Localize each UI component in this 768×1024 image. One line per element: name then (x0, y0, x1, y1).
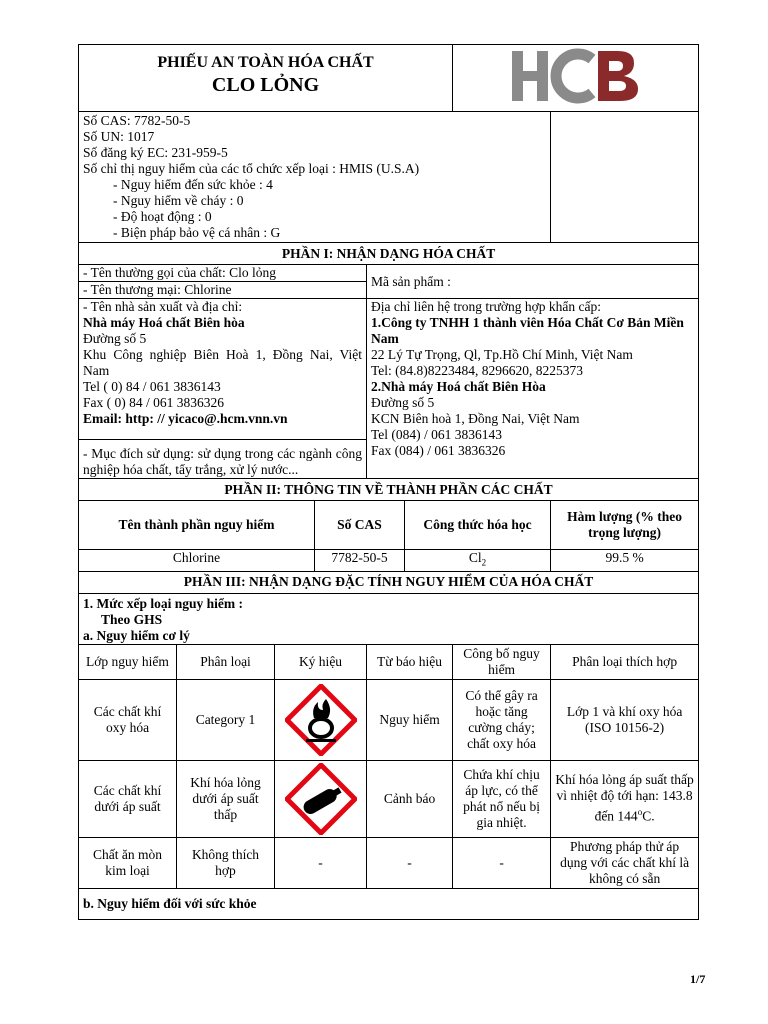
hazard-category: Không thích hợp (177, 837, 275, 888)
sds-page (78, 44, 698, 920)
component-content: 99.5 % (551, 550, 699, 572)
common-name: - Tên thường gọi của chất: Clo lỏng (79, 265, 367, 282)
manufacturer-name: Nhà máy Hoá chất Biên hòa (83, 315, 245, 330)
hazard-category: Category 1 (177, 679, 275, 760)
hazard-appropriate: Phương pháp thử áp dụng với các chất khí là không có sẵn (551, 837, 699, 888)
hmis-item: - Nguy hiểm về cháy : 0 (113, 193, 546, 209)
manufacturer-label: - Tên nhà sản xuất và địa chỉ: (83, 299, 243, 314)
col-header-formula: Công thức hóa học (405, 501, 551, 550)
part1-heading: PHẦN I: NHẬN DẠNG HÓA CHẤT (79, 243, 699, 265)
hazard-category: Khí hóa lỏng dưới áp suất thấp (177, 760, 275, 837)
hazard-col-statement: Công bố nguy hiểm (453, 644, 551, 679)
intended-use: - Mục đích sử dụng: sử dụng trong các ngành công nghiệp hóa chất, tẩy trắng, xử lý nước... (79, 440, 367, 479)
part3-heading: PHẦN III: NHẬN DẠNG ĐẶC TÍNH NGUY HIỂM CỦA HÓA CHẤT (79, 571, 699, 593)
hazard-class: Các chất khí oxy hóa (79, 679, 177, 760)
hmis-item: - Độ hoạt động : 0 (113, 209, 546, 225)
hazard-col-signal: Từ báo hiệu (367, 644, 453, 679)
emergency-company-1: 1.Công ty TNHH 1 thành viên Hóa Chất Cơ Bản Miền Nam (371, 315, 684, 346)
document-title: PHIẾU AN TOÀN HÓA CHẤT (157, 54, 374, 71)
hazard-signal: - (367, 837, 453, 888)
cas-number: Số CAS: 7782-50-5 (83, 113, 191, 128)
hazard-col-category: Phân loại (177, 644, 275, 679)
hazard-appropriate: Lớp 1 và khí oxy hóa (ISO 10156-2) (551, 679, 699, 760)
physical-hazards-label: a. Nguy hiểm cơ lý (83, 627, 190, 643)
component-formula (405, 550, 551, 572)
ghs-label: Theo GHS (101, 611, 163, 627)
hazard-class: Các chất khí dưới áp suất (79, 760, 177, 837)
emergency-tel-2: Tel (084) / 061 3836143 (371, 427, 503, 442)
product-code: Mã sản phẩm : (367, 265, 699, 299)
formula-base: Cl (468, 550, 482, 565)
header-title-cell (79, 45, 453, 112)
hmis-list (83, 177, 546, 241)
hazard-symbol (275, 760, 367, 837)
hmis-label: Số chỉ thị nguy hiểm của các tổ chức xếp loại : HMIS (U.S.A) (83, 161, 420, 176)
chemical-name: CLO LỎNG (211, 74, 320, 96)
col-header-component: Tên thành phần nguy hiểm (79, 501, 315, 550)
manufacturer-tel: Tel ( 0) 84 / 061 3836143 (83, 379, 221, 394)
emergency-company-2: 2.Nhà máy Hoá chất Biên Hòa (371, 379, 546, 394)
hazard-statement: Chứa khí chịu áp lực, có thể phát nổ nếu bị gia nhiệt. (453, 760, 551, 837)
col-header-cas: Số CAS (315, 501, 405, 550)
trade-name: - Tên thương mại: Chlorine (79, 282, 367, 299)
emergency-address-1: 22 Lý Tự Trọng, Ql, Tp.Hồ Chí Minh, Việt Nam (371, 347, 633, 362)
component-cas: 7782-50-5 (315, 550, 405, 572)
hazard-appropriate (551, 760, 699, 837)
gas-cylinder-icon (285, 763, 357, 835)
hazard-col-symbol: Ký hiệu (275, 644, 367, 679)
emergency-address-2: KCN Biên hoà 1, Đồng Nai, Việt Nam (371, 411, 580, 426)
logo-cell (453, 45, 699, 112)
emergency-fax-2: Fax (084) / 061 3836326 (371, 443, 506, 458)
health-hazards-label: b. Nguy hiểm đối với sức khỏe (79, 888, 699, 919)
col-header-content: Hàm lượng (% theo trọng lượng) (551, 501, 699, 550)
hazard-statement: - (453, 837, 551, 888)
manufacturer-email: Email: http: // yicaco@.hcm.vnn.vn (83, 411, 288, 426)
blank-cell (551, 112, 699, 243)
company-logo (506, 45, 646, 107)
hazard-signal: Cảnh báo (367, 760, 453, 837)
emergency-label: Địa chỉ liên hệ trong trường hợp khẩn cấp: (371, 299, 602, 314)
appropriate-unit: C. (642, 808, 655, 824)
hazard-col-class: Lớp nguy hiểm (79, 644, 177, 679)
un-number: Số UN: 1017 (83, 129, 155, 144)
hmis-item: - Biện pháp bảo vệ cá nhân : G (113, 225, 546, 241)
manufacturer-address: Đường số 5 (83, 331, 147, 346)
page-number: 1/7 (690, 972, 706, 986)
emergency-cell (367, 299, 699, 479)
appropriate-text: Khí hóa lỏng áp suất thấp vì nhiệt độ tới hạn: 143.8 đến 144 (555, 772, 694, 824)
formula-subscript: 2 (481, 557, 487, 568)
part2-heading: PHẦN II: THÔNG TIN VỀ THÀNH PHẦN CÁC CHẤT (79, 479, 699, 501)
classification-cell (79, 593, 699, 644)
hazard-signal: Nguy hiểm (367, 679, 453, 760)
ec-number: Số đăng ký EC: 231-959-5 (83, 145, 228, 160)
hazard-symbol: - (275, 837, 367, 888)
hazard-col-appropriate: Phân loại thích hợp (551, 644, 699, 679)
manufacturer-cell (79, 299, 367, 440)
manufacturer-fax: Fax ( 0) 84 / 061 3836326 (83, 395, 224, 410)
hazard-symbol (275, 679, 367, 760)
emergency-tel-1: Tel: (84.8)8223484, 8296620, 8225373 (371, 363, 584, 378)
sds-table (78, 44, 699, 920)
emergency-address-2: Đường số 5 (371, 395, 435, 410)
degree-sup: o (637, 807, 643, 818)
manufacturer-address: Khu Công nghiệp Biên Hoà 1, Đồng Nai, Việt Nam (83, 347, 362, 378)
classification-label: 1. Mức xếp loại nguy hiểm : (83, 595, 243, 611)
flame-over-circle-icon (285, 684, 357, 756)
hazard-statement: Có thể gây ra hoặc tăng cường cháy; chất oxy hóa (453, 679, 551, 760)
identifiers-cell (79, 112, 551, 243)
hmis-item: - Nguy hiểm đến sức khỏe : 4 (113, 177, 546, 193)
hazard-class: Chất ăn mòn kim loại (79, 837, 177, 888)
component-name: Chlorine (79, 550, 315, 572)
